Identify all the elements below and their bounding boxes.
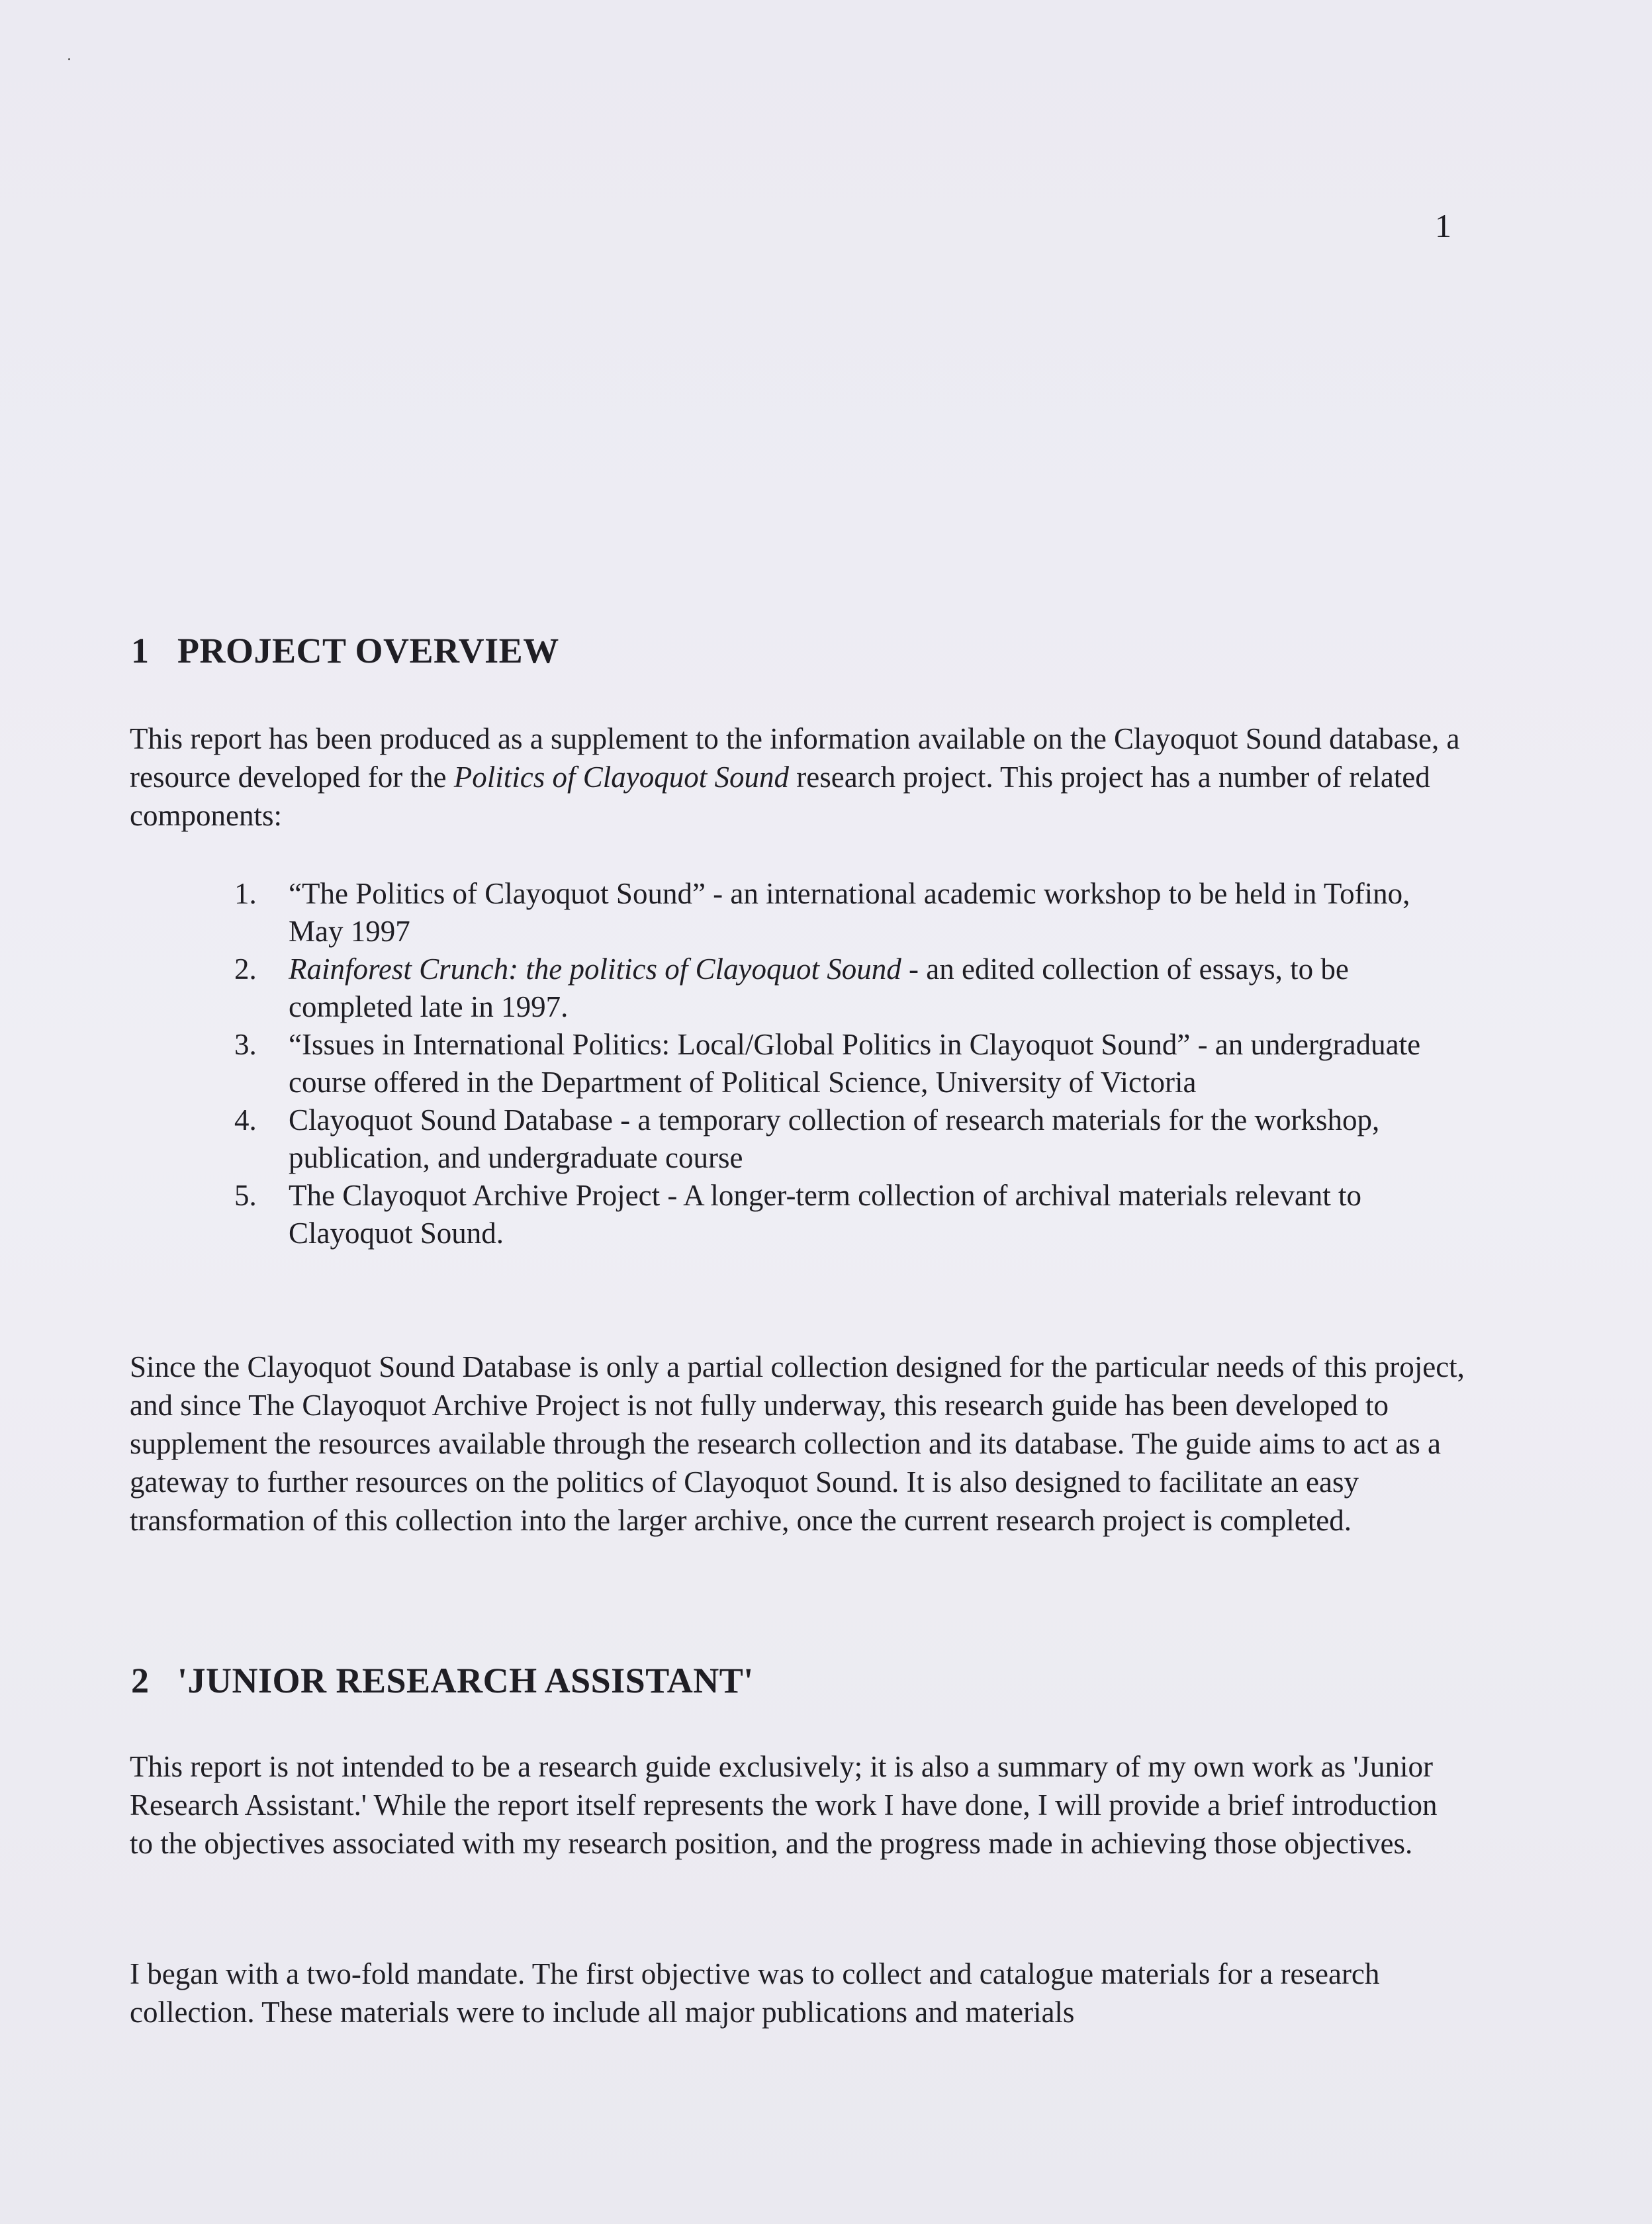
list-item-lead: Rainforest Crunch: the politics of Clayoquot Sound [289,952,901,986]
list-item [225,950,1469,1026]
intro-text-before: This report has been produced as a supplement to the information available on the Clayoquot Sound database, a resource developed for the [130,722,1460,794]
list-item-text: - an edited collection of essays, to be completed late in 1997. [289,952,1349,1023]
list-item [225,1101,1469,1177]
section-title: PROJECT OVERVIEW [177,631,559,671]
section-number: 2 [131,1661,150,1700]
section-heading-project-overview [131,630,559,671]
body-paragraph: This report is not intended to be a research guide exclusively; it is also a summary of my own work as 'Junior Research Assistant.' While the report itself represents the work I have done, I will provide a brief introduction to the objectives associated with my research position, and the progress made in achieving those objectives. [130,1750,1438,1860]
list-marker: 5. [234,1179,257,1212]
list-item-text: “The Politics of Clayoquot Sound” - an international academic workshop to be held in Tofino, May 1997 [289,877,1410,948]
page-number: 1 [1435,207,1451,244]
intro-text-after: research project. This project has a number of related components: [130,761,1430,832]
list-item-text: “Issues in International Politics: Local/Global Politics in Clayoquot Sound” - an undergraduate course offered in the Department of Political Science, University of Victoria [289,1028,1421,1099]
list-item [225,1026,1469,1101]
intro-paragraph [130,719,1467,835]
list-item [225,875,1469,950]
closing-paragraph: Since the Clayoquot Sound Database is only a partial collection designed for the particular needs of this project, and since The Clayoquot Archive Project is not fully underway, this research guide has been developed to supplement the resources available through the research collection and its database. The guide aims to act as a gateway to further resources on the politics of Clayoquot Sound. It is also designed to facilitate an easy transformation of this collection into the larger archive, once the current research project is completed. [130,1350,1465,1537]
section-number: 1 [131,631,150,671]
list-item [225,1177,1469,1252]
section-title: 'JUNIOR RESEARCH ASSISTANT' [177,1661,754,1700]
list-marker: 4. [234,1103,257,1136]
component-list [225,875,1469,1252]
list-marker: 3. [234,1028,257,1061]
list-marker: 2. [234,952,257,986]
intro-text-italic: Politics of Clayoquot Sound [453,761,790,794]
list-item-text: Clayoquot Sound Database - a temporary collection of research materials for the workshop, publication, and undergraduate course [289,1103,1380,1174]
list-marker: 1. [234,877,257,910]
paper-speck [68,58,70,60]
section-heading-junior-research-assistant [131,1660,754,1701]
body-paragraph: I began with a two-fold mandate. The first objective was to collect and catalogue materials for a research collection. These materials were to include all major publications and materials [130,1957,1380,2029]
list-item-text: The Clayoquot Archive Project - A longer-term collection of archival materials relevant to Clayoquot Sound. [289,1179,1362,1250]
